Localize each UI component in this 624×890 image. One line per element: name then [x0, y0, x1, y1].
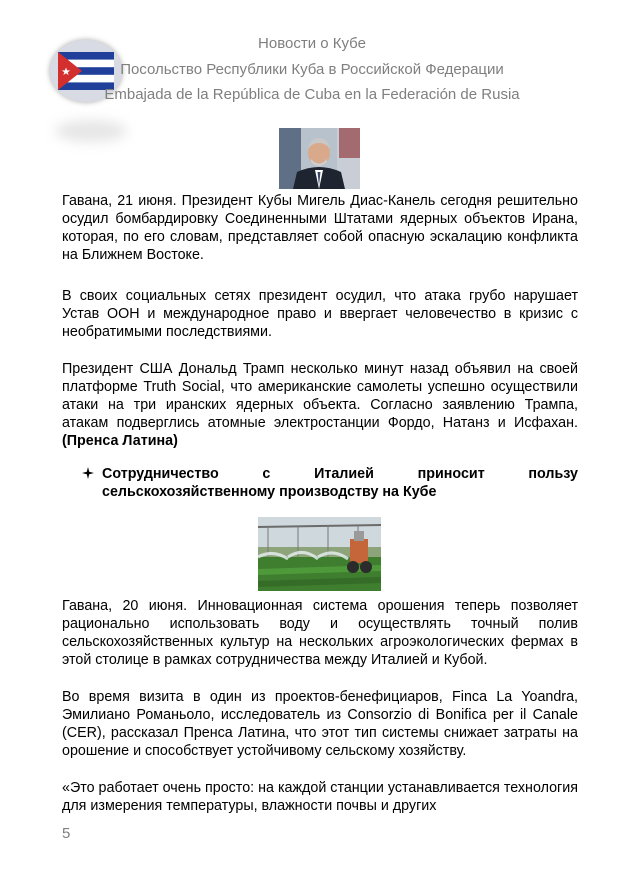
- diamond-bullet-icon: [82, 467, 94, 479]
- irrigation-photo: [258, 517, 381, 591]
- article1-paragraph-3: [62, 360, 578, 450]
- logo-reflection: [55, 120, 127, 142]
- article1-paragraph-3-text: Президент США Дональд Трамп несколько минут назад объявил на своей платформе Truth Social, что американские самолеты успешно осуществили атаки на три иранских ядерных объекта. Согласно заявлению Трампа, атакам подверглись атомные электростанции Фордо, Натанз и Исфахан.: [62, 361, 578, 431]
- article2-paragraph-3: «Это работает очень просто: на каждой станции устанавливается технология для измерения температуры, влажности почвы и других: [62, 780, 578, 814]
- page-number: 5: [62, 825, 71, 842]
- header-title: Новости о Кубе: [258, 35, 366, 52]
- article1-paragraph-2: В своих социальных сетях президент осудил, что атака грубо нарушает Устав ООН и международное право и ввергает человечество в кризис с необратимыми последствиями.: [62, 288, 578, 340]
- article2-paragraph-1: Гавана, 20 июня. Инновационная система орошения теперь позволяет рационально использовать воду и осуществлять точный полив сельскохозяйственных культур на нескольких агроэкологических фермах в этой столице в рамках сотрудничества между Италией и Кубой.: [62, 598, 578, 668]
- article1-source: (Пренса Латина): [62, 433, 178, 449]
- article1-paragraph-1: Гавана, 21 июня. Президент Кубы Мигель Диас-Канель сегодня решительно осудил бомбардировку Соединенными Штатами ядерных объектов Ирана, которая, по его словам, представляет собой опасную эскалацию конфликта на Ближнем Востоке.: [62, 193, 578, 263]
- document-header: [0, 0, 624, 120]
- header-embassy-es: Embajada de la República de Cuba en la Federación de Rusia: [104, 86, 520, 103]
- president-photo: [279, 128, 360, 189]
- article2-title: Сотрудничество с Италией приносит пользу сельскохозяйственному производству на Кубе: [102, 466, 578, 500]
- header-embassy-ru: Посольство Республики Куба в Российской Федерации: [120, 61, 504, 78]
- article2-paragraph-2: Во время визита в один из проектов-бенефициаров, Finca La Yoandra, Эмилиано Романьоло, исследователь из Consorzio di Bonifica per il Canale (CER), рассказал Пренса Латина, что этот тип системы снижает затраты на орошение и способствует устойчивому сельскому хозяйству.: [62, 689, 578, 759]
